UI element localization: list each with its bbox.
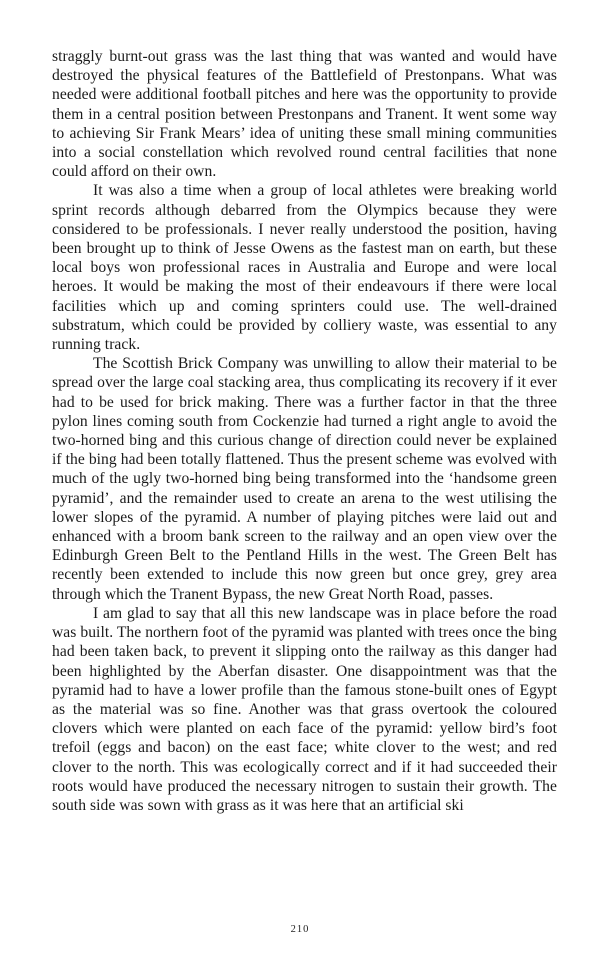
- paragraph-4: I am glad to say that all this new landscape was in place before the road was built. The northern foot of the pyramid was planted with trees once the bing had been taken back, to prevent it slipping onto the railway as this danger had been highlighted by the Aberfan disaster. One disappointment was that the pyramid had to have a lower profile than the famous stone-built ones of Egypt as the material was so fine. Another was that grass overtook the coloured clovers which were planted on each face of the pyramid: yellow bird’s foot trefoil (eggs and bacon) on the east face; white clover to the west; and red clover to the north. This was ecologically correct and if it had succeeded their roots would have produced the necessary nitrogen to sustain their growth. The south side was sown with grass as it was here that an artificial ski: [52, 604, 557, 814]
- paragraph-1: straggly burnt-out grass was the last thing that was wanted and would have destroyed the physical features of the Battlefield of Prestonpans. What was needed were additional football pitches and here was the opportunity to provide them in a central position between Prestonpans and Tranent. It went some way to achieving Sir Frank Mears’ idea of uniting these small mining communities into a social constellation which revolved round central facilities that none could afford on their own.: [52, 48, 557, 181]
- page-number: 210: [290, 924, 310, 935]
- page-body: [52, 47, 557, 815]
- paragraph-3: The Scottish Brick Company was unwilling to allow their material to be spread over the large coal stacking area, thus complicating its recovery if it ever had to be used for brick making. There was a further factor in that the three pylon lines coming south from Cockenzie had turned a right angle to avoid the two-horned bing and this curious change of direction could never be explained if the bing had been totally flattened. Thus the present scheme was evolved with much of the ugly two-horned bing being transformed into the ‘handsome green pyramid’, and the remainder used to create an arena to the west utilising the lower slopes of the pyramid. A number of playing pitches were laid out and enhanced with a broom bank screen to the railway and an open view over the Edinburgh Green Belt to the Pentland Hills in the west. The Green Belt has recently been extended to include this now green but once grey, grey area through which the Tranent Bypass, the new Great North Road, passes.: [52, 355, 557, 603]
- paragraph-2: It was also a time when a group of local athletes were breaking world sprint records although debarred from the Olympics because they were considered to be professionals. I never really understood the position, having been brought up to think of Jesse Owens as the fastest man on earth, but these local boys won professional races in Australia and Europe and were local heroes. It would be making the most of their endeavours if there were local facilities which up and coming sprinters could use. The well-drained substratum, which could be provided by colliery waste, was essential to any running track.: [52, 182, 557, 354]
